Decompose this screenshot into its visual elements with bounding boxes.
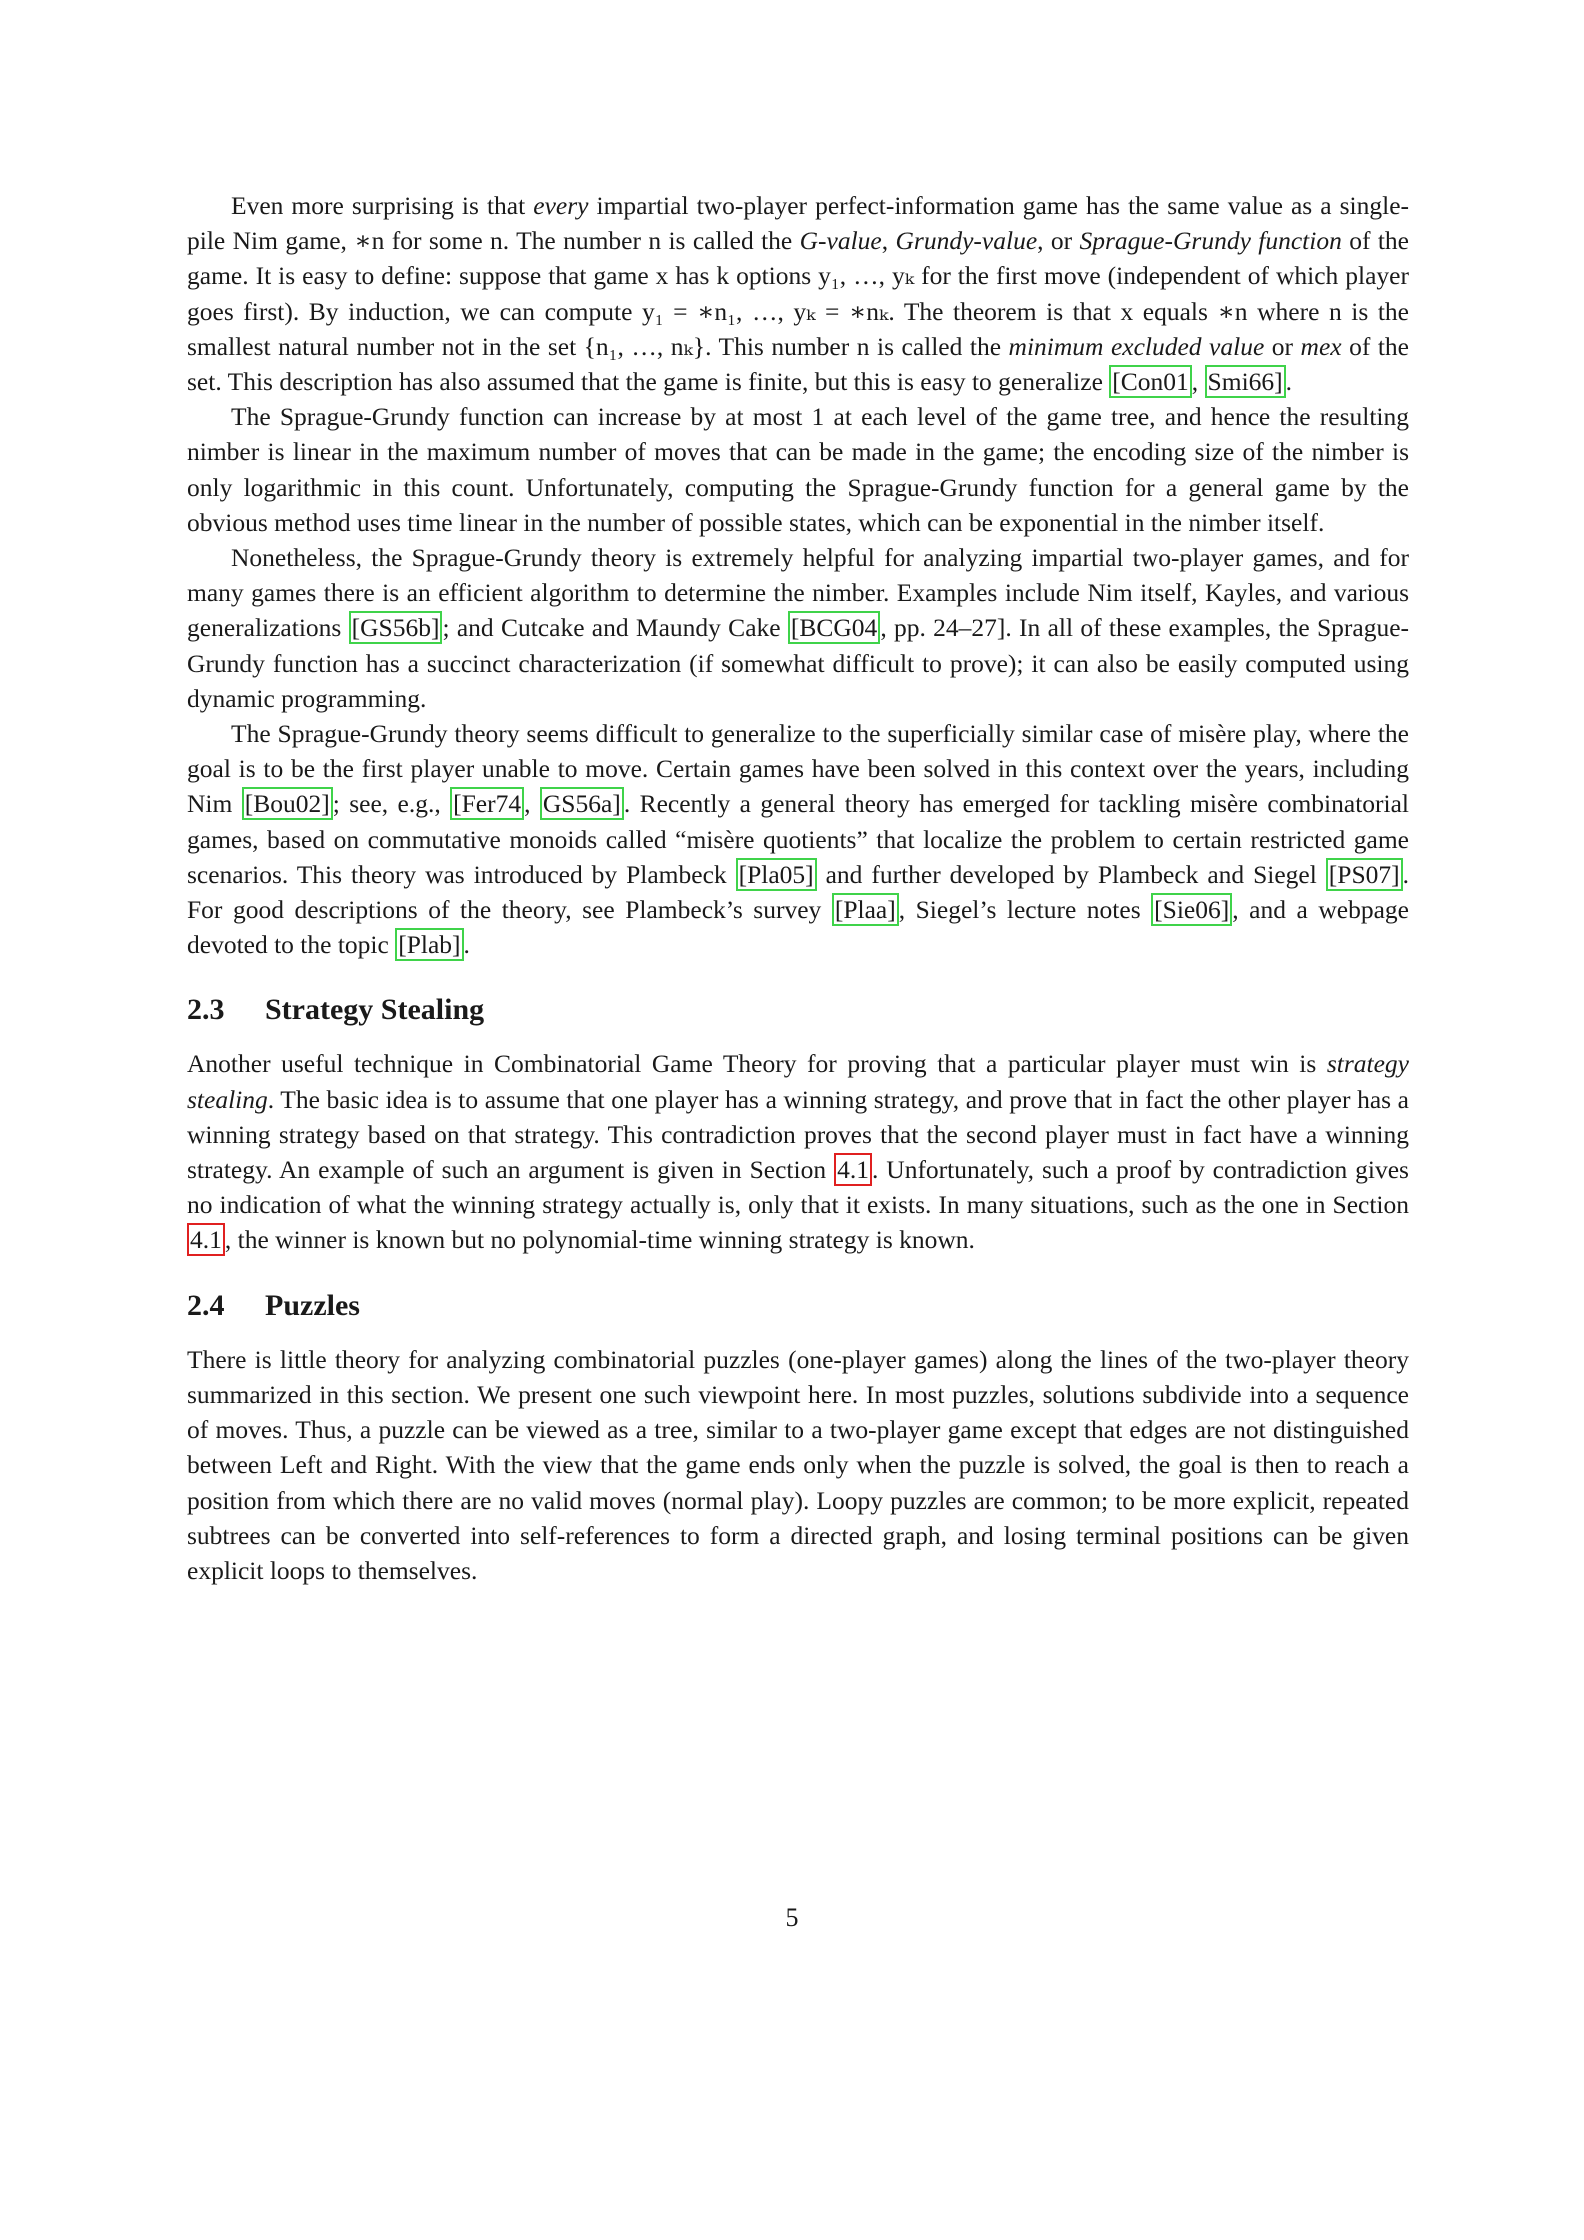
paragraph-sprague-grundy-examples: Nonetheless, the Sprague-Grundy theory is extremely helpful for analyzing impartial two-player games, and for many games there is an efficient algorithm to determine the nimber. Examples include Nim itself, Kayles, and various generalizations [GS56b] ; and Cutcake and Maundy Cake [BCG04 , pp. 24–27]. In all of these examples, the Sprague-Grundy function has a succinct characterization (if somewhat difficult to prove); it can also be easily computed using dynamic programming. [187,543,1410,713]
citation-fer74[interactable]: [Fer74 [450,787,524,820]
paragraph-misere-play: The Sprague-Grundy theory seems difficult to generalize to the superficially similar case of misère play, where the goal is to be the first player unable to move. Certain games have been solved in this context over the years, including Nim [Bou02] ; see, e.g., [Fer74 , GS56a] . Recently a general theory has emerged for tackling misère combinatorial games, based on commutative monoids called “misère quotients” that localize the problem to certain restricted game scenarios. This theory was introduced by Plambeck [Pla05] and further developed by Plambeck and Siegel [PS07] . For good descriptions of the theory, see Plambeck’s survey [Plaa] , Siegel’s lecture notes [Sie06] , and a webpage devoted to the topic [Plab] . [187,719,1410,960]
section-heading-strategy-stealing [187,992,1409,1028]
section-ref-4-1[interactable]: 4.1 [834,1153,872,1186]
section-number: 2.3 [187,993,225,1027]
section-heading-puzzles [187,1288,1409,1324]
page-number: 5 [785,1903,799,1932]
citation-con01[interactable]: [Con01 [1109,365,1192,398]
citation-gs56b[interactable]: [GS56b] [349,611,443,644]
citation-plaa[interactable]: [Plaa] [832,893,899,926]
paragraph-puzzles: There is little theory for analyzing combinatorial puzzles (one-player games) along the lines of the two-player theory summarized in this section. We present one such viewpoint here. In most puzzles, solutions subdivide into a sequence of moves. Thus, a puzzle can be viewed as a tree, similar to a two-player game except that edges are not distinguished between Left and Right. With the view that the game ends only when the puzzle is solved, the goal is then to reach a position from which there are no valid moves (normal play). Loopy puzzles are common; to be more explicit, repeated subtrees can be converted into self-references to form a directed graph, and losing terminal positions can be given explicit loops to themselves. [187,1344,1409,1585]
citation-bou02[interactable]: [Bou02] [242,787,333,820]
section-title: Strategy Stealing [265,993,485,1027]
body-text [187,188,1409,1588]
citation-plab[interactable]: [Plab] [395,928,463,961]
citation-sie06[interactable]: [Sie06] [1151,893,1232,926]
section-ref-4-1-second[interactable]: 4.1 [187,1223,225,1256]
citation-ps07[interactable]: [PS07] [1326,858,1403,891]
citation-smi66[interactable]: Smi66] [1205,365,1286,398]
citation-bcg04[interactable]: [BCG04 [788,611,880,644]
paragraph-nimber-complexity: The Sprague-Grundy function can increase by at most 1 at each level of the game tree, and hence the resulting nimber is linear in the maximum number of moves that can be made in the game; the encoding size of the nimber is only logarithmic in this count. Unfortunately, computing the Sprague-Grundy function for a general game by the obvious method uses time linear in the number of possible states, which can be exponential in the nimber itself. [187,402,1409,537]
paragraph-strategy-stealing: Another useful technique in Combinatorial Game Theory for proving that a particular player must win is strategy stealing. The basic idea is to assume that one player has a winning strategy, and prove that in fact the other player has a winning strategy based on that strategy. This contradiction proves that the second player must in fact have a winning strategy. An example of such an argument is given in Section 4.1 . Unfortunately, such a proof by contradiction gives no indication of what the winning strategy actually is, only that it exists. In many situations, such as the one in Section 4.1 , the winner is known but no polynomial-time winning strategy is known. [187,1049,1409,1255]
section-title: Puzzles [265,1288,360,1322]
citation-pla05[interactable]: [Pla05] [736,858,817,891]
citation-gs56a[interactable]: GS56a] [540,787,624,820]
paragraph-sprague-grundy-intro: Even more surprising is that every impartial two-player perfect-information game has the same value as a single-pile Nim game, ∗n for some n. The number n is called the G-value, Grundy-value, or Sprague-Grundy function of the game. It is easy to define: suppose that game x has k options y₁, …, yₖ for the first move (independent of which player goes first). By induction, we can compute y₁ = ∗n₁, …, yₖ = ∗nₖ. The theorem is that x equals ∗n where n is the smallest natural number not in the set {n₁, …, nₖ}. This number n is called the minimum excluded value or mex of the set. This description has also assumed that the game is finite, but this is easy to generalize [Con01 , Smi66] . [187,191,1409,397]
section-number: 2.4 [187,1288,225,1322]
